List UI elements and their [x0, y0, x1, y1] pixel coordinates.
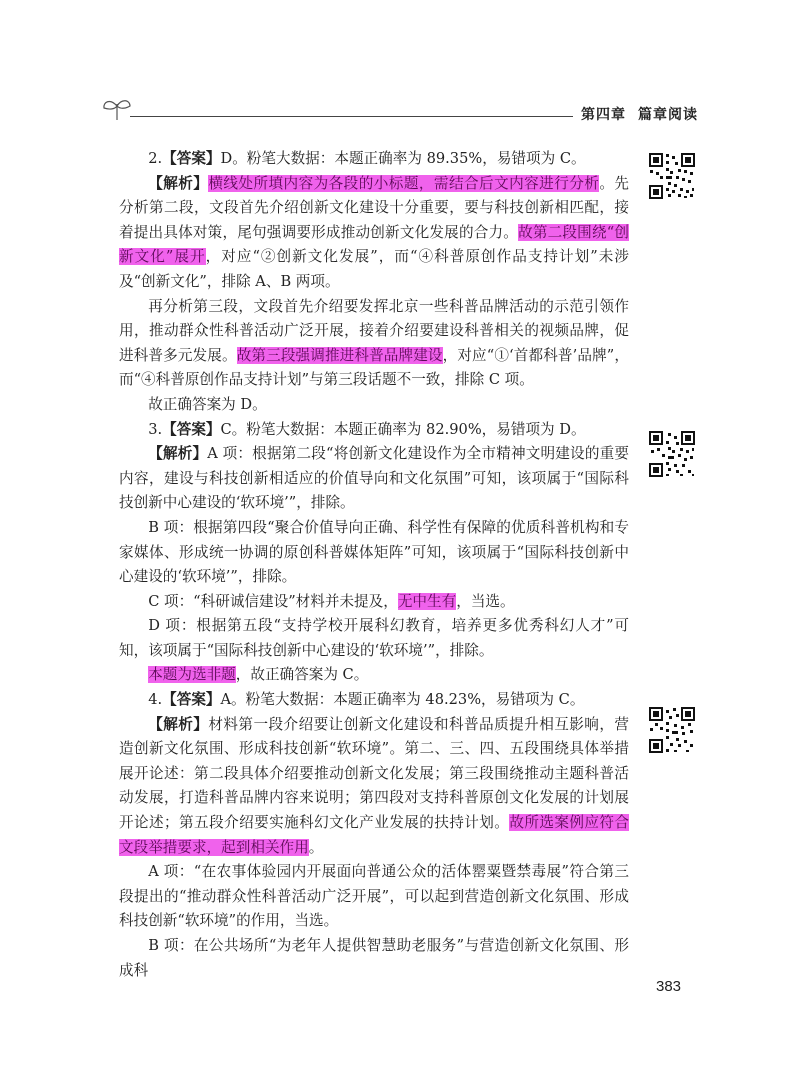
running-header	[100, 92, 700, 128]
highlight: 故所选案例应符合文段举措要求，起到相关作用	[119, 814, 629, 856]
analysis-text: ，对应“②创新文化发展”，而“④科普原创作品支持计划”未涉及“创新文化”，排除 A、B 两项。	[119, 248, 629, 290]
answer-text: A。粉笔大数据：本题正确率为 48.23%，易错项为 C。	[220, 691, 585, 709]
analysis-text: 再分析第三段，文段首先介绍要发挥北京一些科普品牌活动的示范引领作用，推动群众性科普活动广泛开展，接着介绍要建设科普相关的视频品牌，促进科普多元发展。	[119, 297, 629, 364]
chapter-label: 第四章	[581, 107, 626, 123]
qr-code-icon	[648, 152, 696, 200]
analysis-text: 。先分析第二段，文段首先介绍创新文化建设十分重要，要与科技创新相匹配，接着提出具体对策，尾句强调要形成推动创新文化发展的合力。	[119, 174, 629, 241]
analysis-text: 。	[308, 838, 324, 856]
q4-analysis-paragraph	[119, 713, 629, 861]
section-title: 篇章阅读	[638, 107, 698, 123]
page-number: 383	[656, 978, 682, 995]
header-title	[573, 104, 698, 124]
q4-answer	[119, 688, 629, 713]
analysis-text: ，故正确答案为 C。	[235, 666, 369, 684]
answer-label: 【答案】	[162, 150, 221, 167]
analysis-text: C 项：“科研诚信建设”材料并未提及，	[148, 592, 398, 610]
q2-number: 2.	[148, 150, 163, 167]
analysis-text: 材料第一段介绍要让创新文化建设和科普品质提升相互影响，营造创新文化氛围、形成科技创新“软环境”。第二、三、四、五段围绕具体举措展开论述：第二段具体介绍要推动创新文化发展；第三段围绕推动主题科普活动发展，打造科普品牌内容来说明；第四段对支持科普原创文化发展的计划展开论述；第五段介绍要实施科幻文化产业发展的扶持计划。	[119, 715, 629, 832]
q3-conclusion	[119, 663, 629, 688]
q3-option-b: B 项：根据第四段“聚合价值导向正确、科学性有保障的优质科普机构和专家媒体、形成统一协调的原创科普媒体矩阵”可知，该项属于“国际科技创新中心建设的‘软环境’”，排除。	[119, 518, 629, 586]
highlight: 无中生有	[397, 592, 457, 610]
q3-option-d: D 项：根据第五段“支持学校开展科幻教育，培养更多优秀科幻人才”可知，该项属于“国际科技创新中心建设的‘软环境’”，排除。	[119, 617, 629, 659]
answer-label: 【答案】	[162, 420, 221, 438]
q2-conclusion: 故正确答案为 D。	[148, 395, 267, 413]
answer-content	[119, 147, 629, 983]
q3-number: 3.	[148, 420, 163, 438]
q4-number: 4.	[148, 691, 163, 709]
highlight: 本题为选非题	[148, 666, 236, 684]
q4-option-a: A 项：“在农事体验园内开展面向普通公众的活体罂粟暨禁毒展”符合第三段提出的“推动群众性科普活动广泛开展”，可以起到营造创新文化氛围、形成科技创新“软环境”的作用，当选。	[119, 863, 629, 930]
q3-option-a	[119, 442, 629, 516]
sprout-icon	[100, 94, 134, 124]
analysis-label: 【解析】	[148, 174, 209, 192]
highlight: 故第三段强调推进科普品牌建设	[236, 346, 443, 364]
q4-option-b: B 项：在公共场所“为老年人提供智慧助老服务”与营造创新文化氛围、形成科	[119, 937, 629, 979]
q3-option-c	[119, 590, 629, 615]
q2-analysis-paragraph	[119, 172, 629, 295]
qr-code-icon	[648, 430, 696, 478]
analysis-text: A 项：根据第二段“将创新文化建设作为全市精神文明建设的重要内容，建设与科技创新相适应的价值导向和文化氛围”可知，该项属于“国际科技创新中心建设的‘软环境’”，排除。	[119, 445, 629, 512]
q2-analysis-paragraph	[119, 295, 629, 393]
answer-text: C。粉笔大数据：本题正确率为 82.90%，易错项为 D。	[220, 420, 586, 438]
analysis-label: 【解析】	[148, 445, 208, 463]
analysis-label: 【解析】	[148, 715, 209, 733]
qr-code-icon	[648, 706, 696, 754]
q3-answer	[119, 418, 629, 443]
answer-label: 【答案】	[162, 691, 221, 709]
highlight: 故第二段围绕“创新文化”展开	[119, 223, 629, 266]
highlight: 横线处所填内容为各段的小标题，需结合后文内容进行分析	[208, 174, 600, 192]
answer-text: D。粉笔大数据：本题正确率为 89.35%，易错项为 C。	[220, 150, 586, 167]
analysis-text: ，对应“①‘首都科普’品牌”，而“④科普原创作品支持计划”与第三段话题不一致，排除 C 项。	[119, 346, 629, 389]
analysis-text: ，当选。	[456, 592, 515, 610]
q2-answer	[119, 147, 629, 172]
